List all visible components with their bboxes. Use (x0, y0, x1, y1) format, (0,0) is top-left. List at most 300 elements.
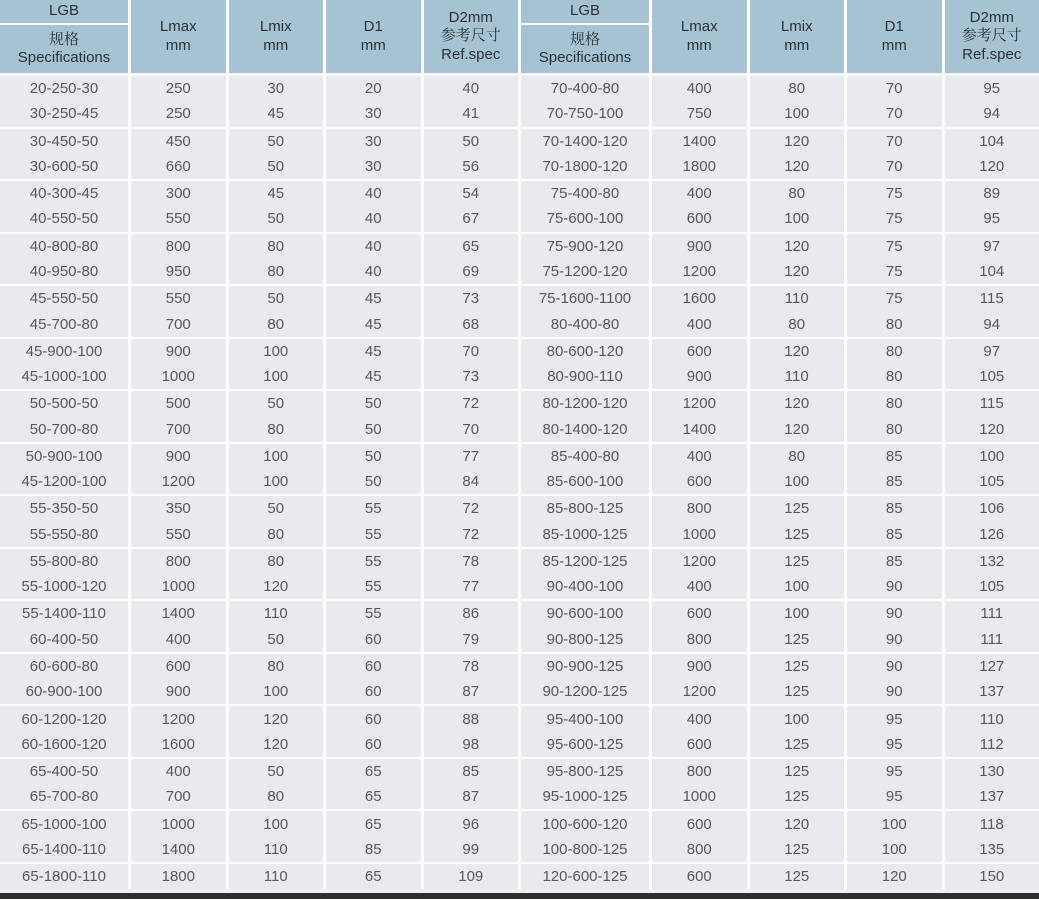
header-lmax-unit: mm (686, 36, 712, 54)
cell-d2: 85 (424, 759, 519, 784)
cell-spec: 95-600-125 (521, 732, 649, 757)
cell-lmax: 600 (652, 339, 747, 364)
cell-lmix: 110 (750, 286, 845, 311)
cell-spec: 85-1200-125 (521, 549, 649, 574)
table-row (521, 444, 1039, 469)
header-d2-refspec: Ref.spec (962, 45, 1022, 63)
cell-lmax: 350 (131, 496, 226, 521)
cell-spec: 80-1400-120 (521, 416, 649, 441)
cell-d1: 50 (326, 469, 421, 494)
spec-table-left (0, 0, 518, 889)
cell-d2: 69 (424, 259, 519, 284)
cell-lmax: 900 (131, 339, 226, 364)
table-row (0, 601, 518, 626)
cell-spec: 90-800-125 (521, 627, 649, 652)
cell-d1: 65 (326, 759, 421, 784)
cell-d1: 85 (847, 496, 942, 521)
cell-d1: 30 (326, 154, 421, 179)
cell-lmax: 250 (131, 76, 226, 101)
header-lmix-unit: mm (784, 36, 810, 54)
table-header (0, 0, 518, 73)
table-row (0, 444, 518, 469)
table-row (0, 206, 518, 233)
table-row (0, 234, 518, 259)
cell-lmax: 800 (131, 549, 226, 574)
table-row (0, 286, 518, 311)
cell-lmax: 700 (131, 311, 226, 336)
cell-d1: 85 (326, 837, 421, 862)
cell-d1: 85 (847, 522, 942, 547)
cell-lmax: 800 (131, 234, 226, 259)
cell-d2: 54 (424, 181, 519, 206)
cell-lmax: 300 (131, 181, 226, 206)
cell-lmix: 80 (229, 259, 324, 284)
cell-lmix: 100 (229, 469, 324, 494)
table-row (521, 206, 1039, 233)
cell-spec: 70-400-80 (521, 76, 649, 101)
cell-lmix: 120 (750, 154, 845, 179)
cell-d2: 78 (424, 549, 519, 574)
cell-spec: 85-800-125 (521, 496, 649, 521)
cell-lmix: 80 (229, 654, 324, 679)
table-row (0, 706, 518, 731)
cell-d2: 111 (945, 627, 1039, 652)
cell-d1: 30 (326, 129, 421, 154)
header-cell-specifications (0, 0, 128, 73)
header-spec-en: Specifications (17, 49, 111, 66)
header-specifications-label (521, 25, 649, 73)
header-d2-refspec: Ref.spec (441, 45, 501, 63)
cell-spec: 40-950-80 (0, 259, 128, 284)
spec-table-right (521, 0, 1039, 889)
cell-lmax: 400 (652, 76, 747, 101)
table-row (0, 154, 518, 181)
table-row (521, 732, 1039, 759)
cell-lmix: 50 (229, 129, 324, 154)
cell-d1: 75 (847, 259, 942, 284)
cell-d2: 137 (945, 679, 1039, 704)
cell-d2: 120 (945, 154, 1039, 179)
cell-spec: 40-800-80 (0, 234, 128, 259)
cell-lmix: 125 (750, 679, 845, 704)
cell-lmax: 400 (652, 444, 747, 469)
cell-d1: 95 (847, 759, 942, 784)
table-row (521, 601, 1039, 626)
cell-d1: 60 (326, 706, 421, 731)
cell-d1: 70 (847, 129, 942, 154)
cell-d2: 127 (945, 654, 1039, 679)
cell-d1: 70 (847, 101, 942, 126)
cell-lmix: 80 (229, 234, 324, 259)
cell-spec: 85-1000-125 (521, 522, 649, 547)
cell-lmax: 900 (131, 679, 226, 704)
cell-d1: 80 (847, 391, 942, 416)
cell-lmax: 500 (131, 391, 226, 416)
cell-d2: 106 (945, 496, 1039, 521)
cell-lmix: 45 (229, 101, 324, 126)
cell-lmax: 600 (652, 732, 747, 757)
cell-d1: 85 (847, 469, 942, 494)
cell-lmax: 1200 (652, 549, 747, 574)
cell-d2: 150 (945, 864, 1039, 889)
cell-lmax: 950 (131, 259, 226, 284)
table-row (0, 732, 518, 759)
cell-spec: 60-400-50 (0, 627, 128, 652)
header-cell-lmix (229, 0, 324, 73)
cell-d1: 60 (326, 679, 421, 704)
cell-lmix: 120 (750, 234, 845, 259)
header-spec-en: Specifications (538, 49, 632, 66)
cell-d2: 97 (945, 234, 1039, 259)
cell-lmix: 80 (750, 311, 845, 336)
header-d2-label: D2mm (448, 9, 493, 27)
cell-lmax: 450 (131, 129, 226, 154)
cell-lmix: 50 (229, 154, 324, 179)
cell-d1: 45 (326, 339, 421, 364)
cell-d2: 132 (945, 549, 1039, 574)
cell-lmax: 1400 (131, 837, 226, 862)
cell-d2: 105 (945, 469, 1039, 494)
header-lmax-label: Lmax (680, 18, 718, 36)
cell-lmix: 50 (229, 391, 324, 416)
header-lmax-unit: mm (165, 36, 191, 54)
cell-d1: 90 (847, 654, 942, 679)
table-row (0, 101, 518, 128)
cell-spec: 55-1000-120 (0, 574, 128, 599)
cell-spec: 70-1400-120 (521, 129, 649, 154)
cell-lmix: 100 (750, 469, 845, 494)
cell-lmix: 100 (750, 706, 845, 731)
cell-spec: 65-1000-100 (0, 811, 128, 836)
cell-lmix: 100 (229, 679, 324, 704)
cell-d2: 96 (424, 811, 519, 836)
cell-spec: 75-1600-1100 (521, 286, 649, 311)
cell-lmix: 50 (229, 206, 324, 231)
table-row (0, 759, 518, 784)
cell-lmix: 45 (229, 181, 324, 206)
header-cell-d2 (945, 0, 1039, 73)
cell-d2: 111 (945, 601, 1039, 626)
cell-d2: 104 (945, 259, 1039, 284)
cell-spec: 90-600-100 (521, 601, 649, 626)
cell-spec: 60-1600-120 (0, 732, 128, 757)
cell-d2: 68 (424, 311, 519, 336)
cell-d1: 75 (847, 181, 942, 206)
cell-d2: 70 (424, 339, 519, 364)
cell-lmax: 550 (131, 286, 226, 311)
cell-d1: 70 (847, 76, 942, 101)
cell-lmix: 110 (750, 364, 845, 389)
table-row (521, 311, 1039, 338)
cell-lmax: 1200 (652, 679, 747, 704)
cell-spec: 100-800-125 (521, 837, 649, 862)
cell-d1: 45 (326, 286, 421, 311)
cell-d2: 95 (945, 206, 1039, 231)
cell-d2: 130 (945, 759, 1039, 784)
cell-lmix: 120 (750, 811, 845, 836)
table-row (521, 837, 1039, 864)
table-row (521, 549, 1039, 574)
cell-lmax: 400 (652, 311, 747, 336)
header-lmix-label: Lmix (780, 18, 813, 36)
cell-lmax: 900 (652, 234, 747, 259)
cell-spec: 60-1200-120 (0, 706, 128, 731)
table-row (521, 416, 1039, 443)
table-row (0, 76, 518, 101)
cell-lmax: 600 (652, 469, 747, 494)
table-row (521, 522, 1039, 549)
cell-d1: 50 (326, 416, 421, 441)
table-row (0, 574, 518, 601)
cell-lmax: 1000 (131, 574, 226, 599)
cell-d2: 72 (424, 522, 519, 547)
cell-spec: 80-1200-120 (521, 391, 649, 416)
cell-d2: 137 (945, 784, 1039, 809)
cell-lmax: 550 (131, 522, 226, 547)
table-row (521, 496, 1039, 521)
cell-lmix: 80 (229, 522, 324, 547)
table-row (521, 339, 1039, 364)
cell-d1: 90 (847, 574, 942, 599)
cell-spec: 95-400-100 (521, 706, 649, 731)
cell-d2: 115 (945, 286, 1039, 311)
cell-spec: 70-750-100 (521, 101, 649, 126)
table-row (521, 101, 1039, 128)
cell-spec: 60-900-100 (0, 679, 128, 704)
cell-d2: 79 (424, 627, 519, 652)
cell-lmix: 125 (750, 522, 845, 547)
table-row (521, 469, 1039, 496)
cell-d1: 40 (326, 234, 421, 259)
header-d1-label: D1 (363, 18, 383, 36)
cell-lmax: 1000 (131, 811, 226, 836)
cell-spec: 75-400-80 (521, 181, 649, 206)
cell-d1: 70 (847, 154, 942, 179)
table-header (521, 0, 1039, 73)
cell-spec: 90-400-100 (521, 574, 649, 599)
cell-spec: 45-900-100 (0, 339, 128, 364)
table-row (0, 311, 518, 338)
cell-d1: 55 (326, 574, 421, 599)
cell-spec: 85-400-80 (521, 444, 649, 469)
header-cell-lmax (131, 0, 226, 73)
header-lmax-label: Lmax (159, 18, 197, 36)
cell-d1: 60 (326, 732, 421, 757)
table-row (0, 469, 518, 496)
cell-spec: 70-1800-120 (521, 154, 649, 179)
cell-lmax: 600 (652, 601, 747, 626)
cell-lmix: 100 (750, 206, 845, 231)
cell-d1: 55 (326, 496, 421, 521)
cell-d2: 105 (945, 574, 1039, 599)
table-row (521, 811, 1039, 836)
cell-lmax: 600 (652, 811, 747, 836)
cell-lmax: 600 (131, 654, 226, 679)
bottom-bar (0, 893, 1039, 899)
table-row (0, 627, 518, 654)
cell-d1: 40 (326, 259, 421, 284)
cell-d2: 100 (945, 444, 1039, 469)
cell-lmix: 80 (750, 181, 845, 206)
cell-lmax: 1200 (131, 469, 226, 494)
cell-lmix: 120 (750, 129, 845, 154)
cell-spec: 50-900-100 (0, 444, 128, 469)
header-cell-d1 (326, 0, 421, 73)
cell-d1: 45 (326, 364, 421, 389)
cell-lmix: 80 (750, 444, 845, 469)
cell-spec: 45-550-50 (0, 286, 128, 311)
cell-lmax: 550 (131, 206, 226, 231)
cell-d2: 110 (945, 706, 1039, 731)
cell-spec: 65-1800-110 (0, 864, 128, 889)
table-row (521, 154, 1039, 181)
cell-spec: 45-1200-100 (0, 469, 128, 494)
cell-lmax: 700 (131, 416, 226, 441)
cell-lmax: 400 (652, 706, 747, 731)
cell-d2: 72 (424, 391, 519, 416)
table-body-left (0, 76, 518, 889)
cell-lmix: 125 (750, 784, 845, 809)
cell-lmax: 1200 (652, 391, 747, 416)
cell-lmix: 110 (229, 864, 324, 889)
cell-spec: 50-500-50 (0, 391, 128, 416)
cell-d1: 55 (326, 522, 421, 547)
cell-d2: 88 (424, 706, 519, 731)
table-row (0, 654, 518, 679)
cell-d2: 67 (424, 206, 519, 231)
cell-lmax: 400 (652, 574, 747, 599)
cell-spec: 45-700-80 (0, 311, 128, 336)
cell-d1: 75 (847, 286, 942, 311)
cell-spec: 30-450-50 (0, 129, 128, 154)
cell-d1: 50 (326, 391, 421, 416)
cell-d2: 94 (945, 311, 1039, 336)
cell-lmax: 900 (652, 364, 747, 389)
cell-lmax: 750 (652, 101, 747, 126)
cell-d1: 80 (847, 339, 942, 364)
table-row (0, 416, 518, 443)
table-row (521, 784, 1039, 811)
cell-d2: 77 (424, 574, 519, 599)
header-d1-unit: mm (881, 36, 907, 54)
cell-lmix: 80 (229, 416, 324, 441)
header-d1-unit: mm (360, 36, 386, 54)
cell-d2: 118 (945, 811, 1039, 836)
cell-spec: 75-900-120 (521, 234, 649, 259)
cell-lmix: 110 (229, 601, 324, 626)
cell-spec: 85-600-100 (521, 469, 649, 494)
cell-lmax: 800 (652, 759, 747, 784)
cell-d1: 80 (847, 311, 942, 336)
cell-lmix: 80 (229, 549, 324, 574)
table-body-right (521, 76, 1039, 889)
cell-spec: 80-400-80 (521, 311, 649, 336)
table-row (521, 181, 1039, 206)
table-row (521, 864, 1039, 889)
cell-spec: 20-250-30 (0, 76, 128, 101)
cell-lmix: 125 (750, 549, 845, 574)
cell-d1: 85 (847, 444, 942, 469)
cell-d1: 65 (326, 864, 421, 889)
cell-lmix: 120 (750, 339, 845, 364)
cell-spec: 95-1000-125 (521, 784, 649, 809)
table-row (0, 679, 518, 706)
cell-lmax: 660 (131, 154, 226, 179)
cell-d1: 65 (326, 811, 421, 836)
table-row (0, 864, 518, 889)
cell-d1: 120 (847, 864, 942, 889)
cell-d2: 99 (424, 837, 519, 862)
cell-d1: 80 (847, 364, 942, 389)
cell-spec: 45-1000-100 (0, 364, 128, 389)
cell-d1: 50 (326, 444, 421, 469)
cell-d2: 86 (424, 601, 519, 626)
cell-d2: 120 (945, 416, 1039, 441)
cell-d2: 73 (424, 364, 519, 389)
cell-lmax: 1200 (652, 259, 747, 284)
table-row (0, 811, 518, 836)
header-cell-d2 (424, 0, 519, 73)
cell-lmax: 400 (131, 627, 226, 652)
cell-d1: 95 (847, 706, 942, 731)
cell-lmix: 30 (229, 76, 324, 101)
cell-lmix: 120 (229, 706, 324, 731)
cell-lmix: 80 (750, 76, 845, 101)
cell-lmax: 1600 (131, 732, 226, 757)
cell-spec: 65-1400-110 (0, 837, 128, 862)
table-row (521, 286, 1039, 311)
cell-lmix: 50 (229, 496, 324, 521)
cell-spec: 55-550-80 (0, 522, 128, 547)
cell-spec: 30-250-45 (0, 101, 128, 126)
cell-lmix: 110 (229, 837, 324, 862)
cell-d2: 77 (424, 444, 519, 469)
cell-d2: 115 (945, 391, 1039, 416)
cell-d2: 41 (424, 101, 519, 126)
cell-d1: 20 (326, 76, 421, 101)
cell-spec: 65-400-50 (0, 759, 128, 784)
table-row (521, 679, 1039, 706)
cell-d2: 72 (424, 496, 519, 521)
cell-d1: 75 (847, 206, 942, 231)
cell-lmix: 80 (229, 311, 324, 336)
table-row (0, 129, 518, 154)
cell-d1: 40 (326, 181, 421, 206)
cell-lmix: 125 (750, 732, 845, 757)
cell-lmix: 120 (229, 732, 324, 757)
table-row (521, 654, 1039, 679)
cell-d1: 55 (326, 601, 421, 626)
cell-spec: 55-800-80 (0, 549, 128, 574)
cell-spec: 95-800-125 (521, 759, 649, 784)
cell-d1: 90 (847, 601, 942, 626)
cell-d2: 40 (424, 76, 519, 101)
header-lgb-label: LGB (0, 0, 128, 25)
cell-spec: 90-900-125 (521, 654, 649, 679)
cell-spec: 90-1200-125 (521, 679, 649, 704)
cell-lmix: 80 (229, 784, 324, 809)
cell-d2: 84 (424, 469, 519, 494)
cell-spec: 120-600-125 (521, 864, 649, 889)
cell-lmix: 125 (750, 496, 845, 521)
cell-lmix: 50 (229, 286, 324, 311)
cell-d1: 85 (847, 549, 942, 574)
table-row (0, 784, 518, 811)
cell-spec: 55-1400-110 (0, 601, 128, 626)
cell-lmix: 100 (229, 364, 324, 389)
table-row (0, 496, 518, 521)
cell-spec: 30-600-50 (0, 154, 128, 179)
